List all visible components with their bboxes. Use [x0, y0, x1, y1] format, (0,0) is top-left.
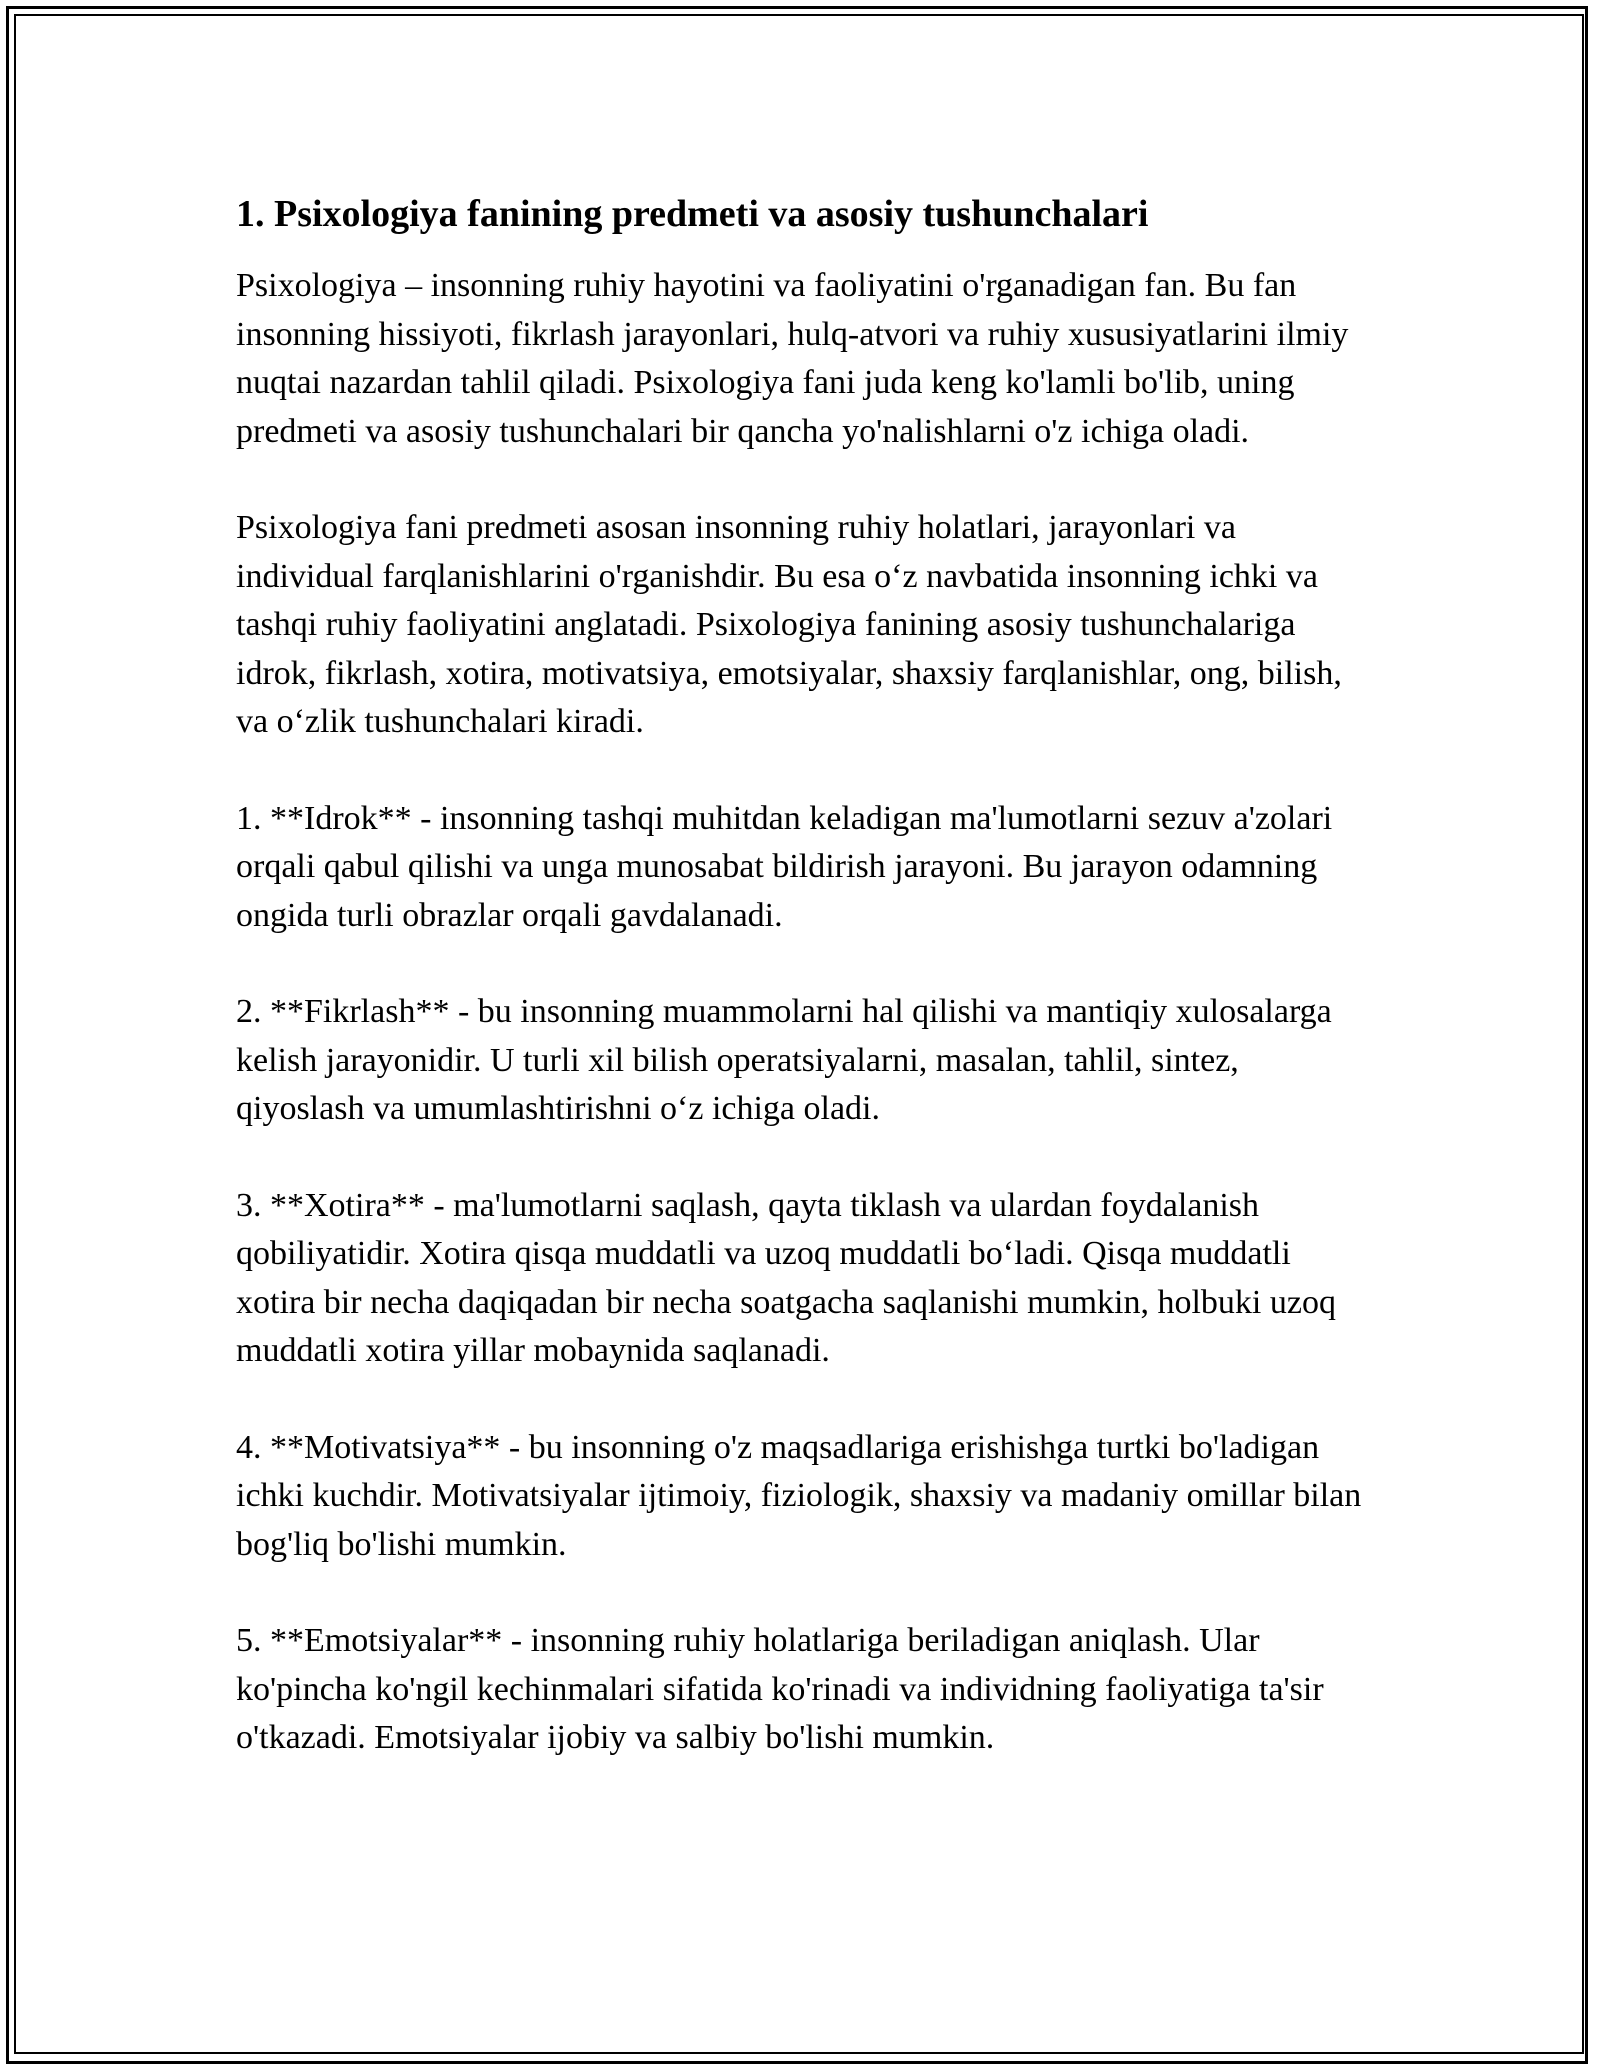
idrok-paragraph: 1. **Idrok** - insonning tashqi muhitdan keladigan ma'lumotlarni sezuv a'zolari orqali qabul qilishi va unga munosabat bildirish jarayoni. Bu jarayon odamning ongida turli obrazlar orqali gavdalanadi. [236, 799, 1333, 934]
motivatsiya-paragraph: 4. **Motivatsiya** - bu insonning o'z maqsadlariga erishishga turtki bo'ladigan ichki kuchdir. Motivatsiyalar ijtimoiy, fiziologik, shaxsiy va madaniy omillar bilan bog'liq bo'lishi mumkin. [236, 1428, 1362, 1563]
subject-paragraph: Psixologiya fani predmeti asosan insonning ruhiy holatlari, jarayonlari va individual farqlanishlarini o'rganishdir. Bu esa o‘z navbatida insonning ichki va tashqi ruhiy faoliyatini anglatadi. Psixologiya fanining asosiy tushunchalariga idrok, fikrlash, xotira, motivatsiya, emotsiyalar, shaxsiy farqlanishlar, ong, bilish, va o‘zlik tushunchalari kiradi. [236, 509, 1342, 740]
document-body [236, 188, 1366, 1811]
intro-paragraph: Psixologiya – insonning ruhiy hayotini va faoliyatini o'rganadigan fan. Bu fan insonning hissiyoti, fikrlash jarayonlari, hulq-atvori va ruhiy xususiyatlarini ilmiy nuqtai nazardan tahlil qiladi. Psixologiya fani juda keng ko'lamli bo'lib, uning predmeti va asosiy tushunchalari bir qancha yo'nalishlarni o'z ichiga oladi. [236, 267, 1349, 450]
emotsiyalar-paragraph: 5. **Emotsiyalar** - insonning ruhiy holatlariga beriladigan aniqlash. Ular ko'pincha ko'ngil kechinmalari sifatida ko'rinadi va individning faoliyatiga ta'sir o'tkazadi. Emotsiyalar ijobiy va salbiy bo'lishi mumkin. [236, 1622, 1324, 1756]
fikrlash-paragraph: 2. **Fikrlash** - bu insonning muammolarni hal qilishi va mantiqiy xulosalarga kelish jarayonidir. U turli xil bilish operatsiyalarni, masalan, tahlil, sintez, qiyoslash va umumlashtirishni o‘z ichiga oladi. [236, 993, 1332, 1127]
xotira-paragraph: 3. **Xotira** - ma'lumotlarni saqlash, qayta tiklash va ulardan foydalanish qobiliyatidir. Xotira qisqa muddatli va uzoq muddatli bo‘ladi. Qisqa muddatli xotira bir necha daqiqadan bir necha soatgacha saqlanishi mumkin, holbuki uzoq muddatli xotira yillar mobaynida saqlanadi. [236, 1186, 1336, 1369]
document-title: 1. Psixologiya fanining predmeti va asosiy tushunchalari [236, 193, 1149, 235]
